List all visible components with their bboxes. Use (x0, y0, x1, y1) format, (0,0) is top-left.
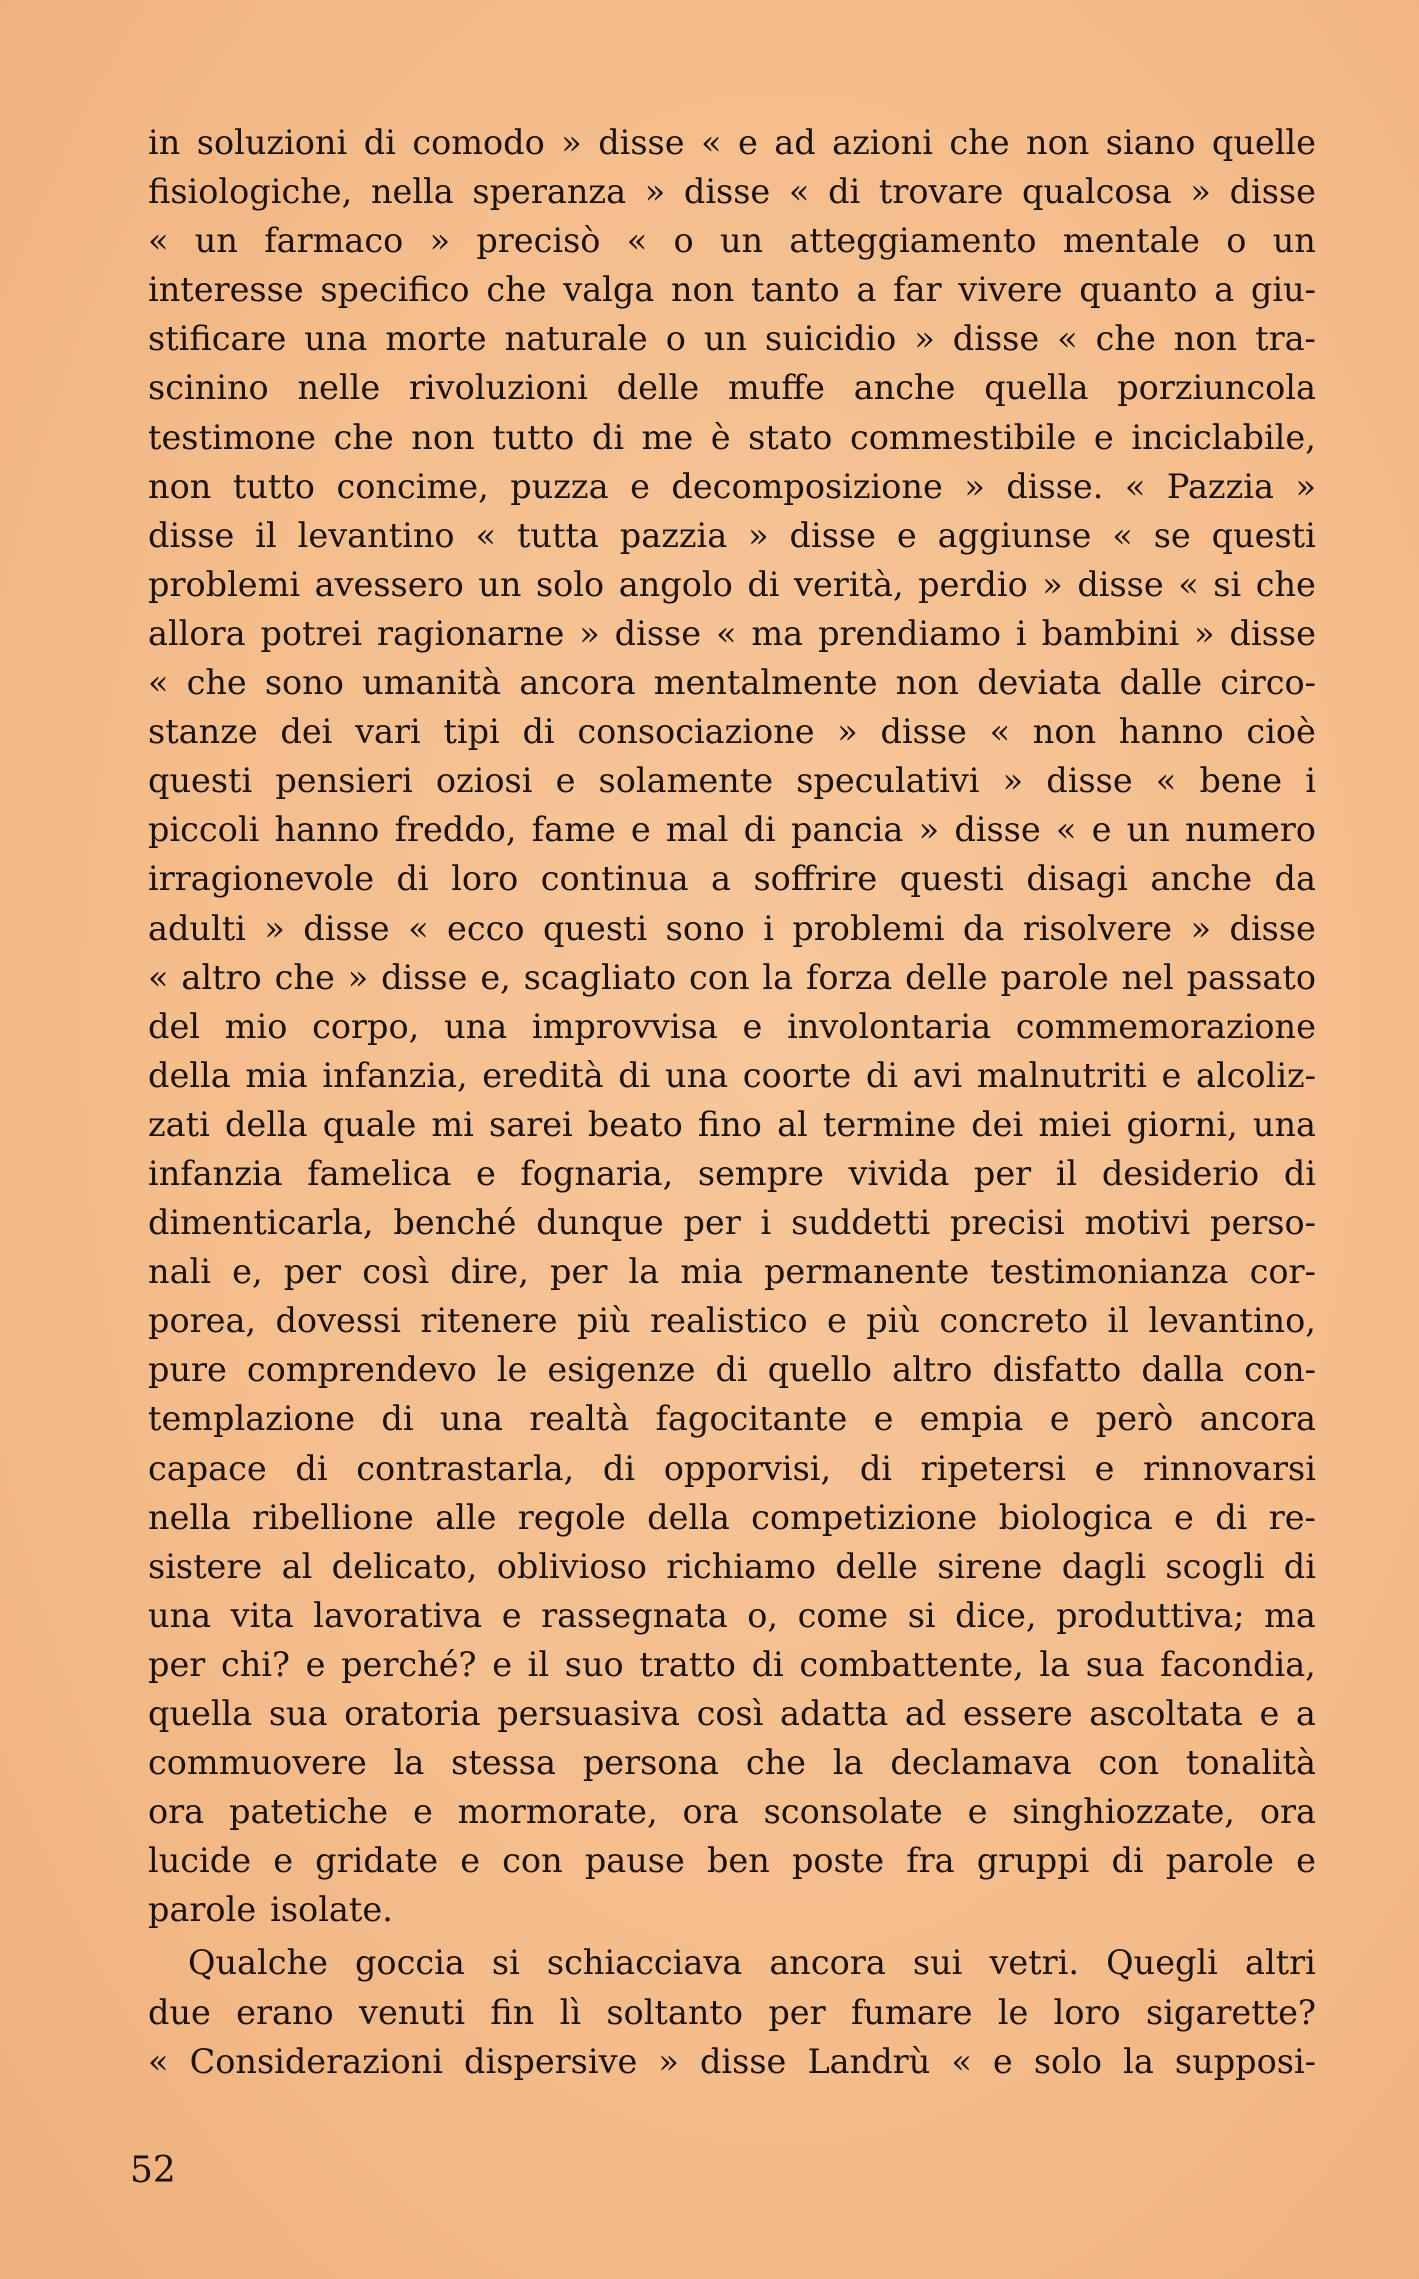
text-line: dimenticarla, benché dunque per i suddetti precisi motivi perso- (148, 1203, 1316, 1243)
text-line: stificare una morte naturale o un suicidio » disse « che non tra- (148, 319, 1316, 359)
text-line: scinino nelle rivoluzioni delle muffe anche quella porziuncola (148, 368, 1316, 408)
text-line: capace di contrastarla, di opporvisi, di ripetersi e rinnovarsi (148, 1448, 1316, 1488)
text-line: testimone che non tutto di me è stato commestibile e inciclabile, (148, 417, 1316, 457)
text-line: piccoli hanno freddo, fame e mal di pancia » disse « e un numero (148, 810, 1316, 850)
text-line: templazione di una realtà fagocitante e empia e però ancora (148, 1399, 1316, 1439)
text-line: pure comprendevo le esigenze di quello altro disfatto dalla con- (148, 1350, 1316, 1390)
text-line: adulti » disse « ecco questi sono i problemi da risolvere » disse (148, 908, 1316, 948)
text-line: fisiologiche, nella speranza » disse « di trovare qualcosa » disse (148, 172, 1316, 212)
text-line: infanzia famelica e fognaria, sempre vivida per il desiderio di (148, 1153, 1316, 1193)
body-text (148, 118, 1316, 2086)
paragraph (148, 1938, 1316, 2085)
text-line: zati della quale mi sarei beato fino al termine dei miei giorni, una (148, 1104, 1316, 1144)
text-line: per chi? e perché? e il suo tratto di combattente, la sua facondia, (148, 1644, 1316, 1684)
text-line: stanze dei vari tipi di consociazione » disse « non hanno cioè (148, 712, 1316, 752)
text-line: Qualche goccia si schiacciava ancora sui vetri. Quegli altri (188, 1943, 1316, 1983)
text-line: non tutto concime, puzza e decomposizione » disse. « Pazzia » (148, 466, 1316, 506)
text-line: lucide e gridate e con pause ben poste fra gruppi di parole e (148, 1841, 1316, 1881)
text-line: nella ribellione alle regole della competizione biologica e di re- (148, 1497, 1316, 1537)
paragraph (148, 118, 1316, 1934)
text-line: del mio corpo, una improvvisa e involontaria commemorazione (148, 1006, 1316, 1046)
text-line: della mia infanzia, eredità di una coorte di avi malnutriti e alcoliz- (148, 1055, 1316, 1095)
text-line: interesse specifico che valga non tanto a far vivere quanto a giu- (148, 270, 1316, 310)
text-line: allora potrei ragionarne » disse « ma prendiamo i bambini » disse (148, 613, 1316, 653)
text-line: « altro che » disse e, scagliato con la forza delle parole nel passato (148, 957, 1316, 997)
text-line: « Considerazioni dispersive » disse Landrù « e solo la supposi- (148, 2041, 1316, 2081)
page-number: 52 (130, 2150, 176, 2191)
text-line: porea, dovessi ritenere più realistico e più concreto il levantino, (148, 1301, 1316, 1341)
text-line: irragionevole di loro continua a soffrire questi disagi anche da (148, 859, 1316, 899)
text-line: disse il levantino « tutta pazzia » disse e aggiunse « se questi (148, 515, 1316, 555)
text-line: in soluzioni di comodo » disse « e ad azioni che non siano quelle (148, 123, 1316, 162)
text-line: due erano venuti fin lì soltanto per fumare le loro sigarette? (148, 1992, 1316, 2032)
text-line: « che sono umanità ancora mentalmente non deviata dalle circo- (148, 663, 1316, 703)
text-line: problemi avessero un solo angolo di verità, perdio » disse « si che (148, 564, 1316, 604)
text-line: ora patetiche e mormorate, ora sconsolate e singhiozzate, ora (148, 1792, 1316, 1832)
text-line: nali e, per così dire, per la mia permanente testimonianza cor- (148, 1252, 1316, 1292)
text-line: una vita lavorativa e rassegnata o, come si dice, produttiva; ma (148, 1595, 1316, 1635)
text-line: sistere al delicato, oblivioso richiamo delle sirene dagli scogli di (148, 1546, 1316, 1586)
text-line: commuovere la stessa persona che la declamava con tonalità (148, 1743, 1316, 1783)
text-line: « un farmaco » precisò « o un atteggiamento mentale o un (148, 221, 1316, 261)
text-line: questi pensieri oziosi e solamente speculativi » disse « bene i (148, 761, 1316, 801)
text-line: parole isolate. (148, 1890, 393, 1930)
text-line: quella sua oratoria persuasiva così adatta ad essere ascoltata e a (148, 1694, 1316, 1733)
